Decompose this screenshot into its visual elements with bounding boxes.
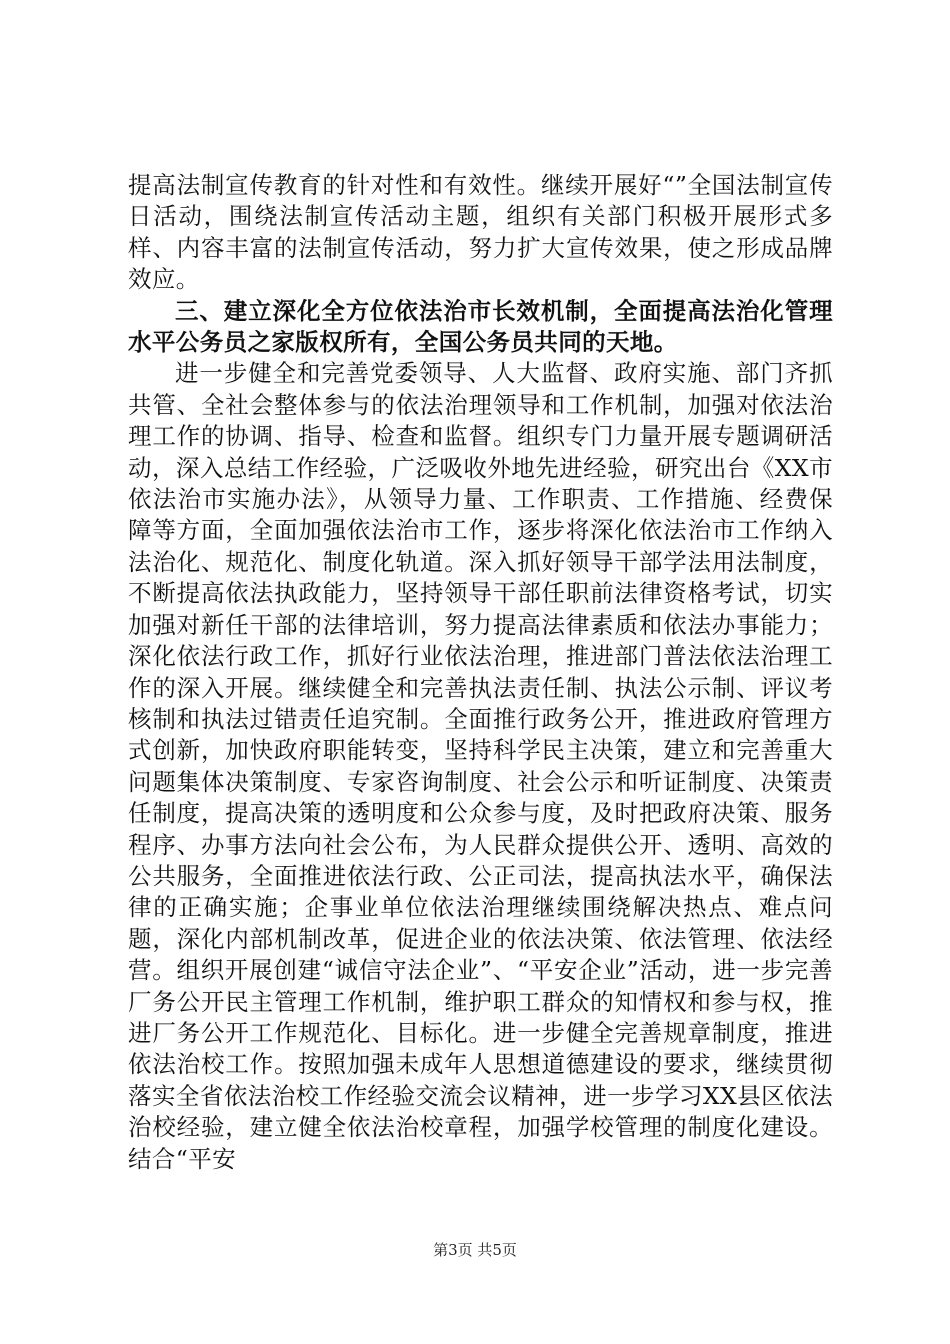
document-body [128,170,833,1175]
section-heading-three: 三、建立深化全方位依法治市长效机制，全面提高法治化管理水平公务员之家版权所有，全国公务员共同的天地。 [128,296,833,357]
page-footer [0,1240,950,1260]
paragraph-governance-mechanism: 进一步健全和完善党委领导、人大监督、政府实施、部门齐抓共管、全社会整体参与的依法治理领导和工作机制，加强对依法治理工作的协调、指导、检查和监督。组织专门力量开展专题调研活动，深入总结工作经验，广泛吸收外地先进经验，研究出台《XX市依法治市实施办法》，从领导力量、工作职责、工作措施、经费保障等方面，全面加强依法治市工作，逐步将深化依法治市工作纳入法治化、规范化、制度化轨道。深入抓好领导干部学法用法制度，不断提高依法执政能力，坚持领导干部任职前法律资格考试，切实加强对新任干部的法律培训，努力提高法律素质和依法办事能力；深化依法行政工作，抓好行业依法治理，推进部门普法依法治理工作的深入开展。继续健全和完善执法责任制、执法公示制、评议考核制和执法过错责任追究制。全面推行政务公开，推进政府管理方式创新，加快政府职能转变，坚持科学民主决策，建立和完善重大问题集体决策制度、专家咨询制度、社会公示和听证制度、决策责任制度，提高决策的透明度和公众参与度，及时把政府决策、服务程序、办事方法向社会公布，为人民群众提供公开、透明、高效的公共服务，全面推进依法行政、公正司法，提高执法水平，确保法律的正确实施；企事业单位依法治理继续围绕解决热点、难点问题，深化内部机制改革，促进企业的依法决策、依法管理、依法经营。组织开展创建“诚信守法企业”、“平安企业”活动，进一步完善厂务公开民主管理工作机制，维护职工群众的知情权和参与权，推进厂务公开工作规范化、目标化。进一步健全完善规章制度，推进依法治校工作。按照加强未成年人思想道德建设的要求，继续贯彻落实全省依法治校工作经验交流会议精神，进一步学习XX县区依法治校经验，建立健全依法治校章程，加强学校管理的制度化建设。结合“平安 [128,359,833,1173]
paragraph-legal-publicity: 提高法制宣传教育的针对性和有效性。继续开展好“”全国法制宣传日活动，围绕法制宣传活动主题，组织有关部门积极开展形式多样、内容丰富的法制宣传活动，努力扩大宣传效果，使之形成品牌效应。 [128,171,833,294]
page-number-indicator: 第3页 共5页 [433,1241,517,1259]
